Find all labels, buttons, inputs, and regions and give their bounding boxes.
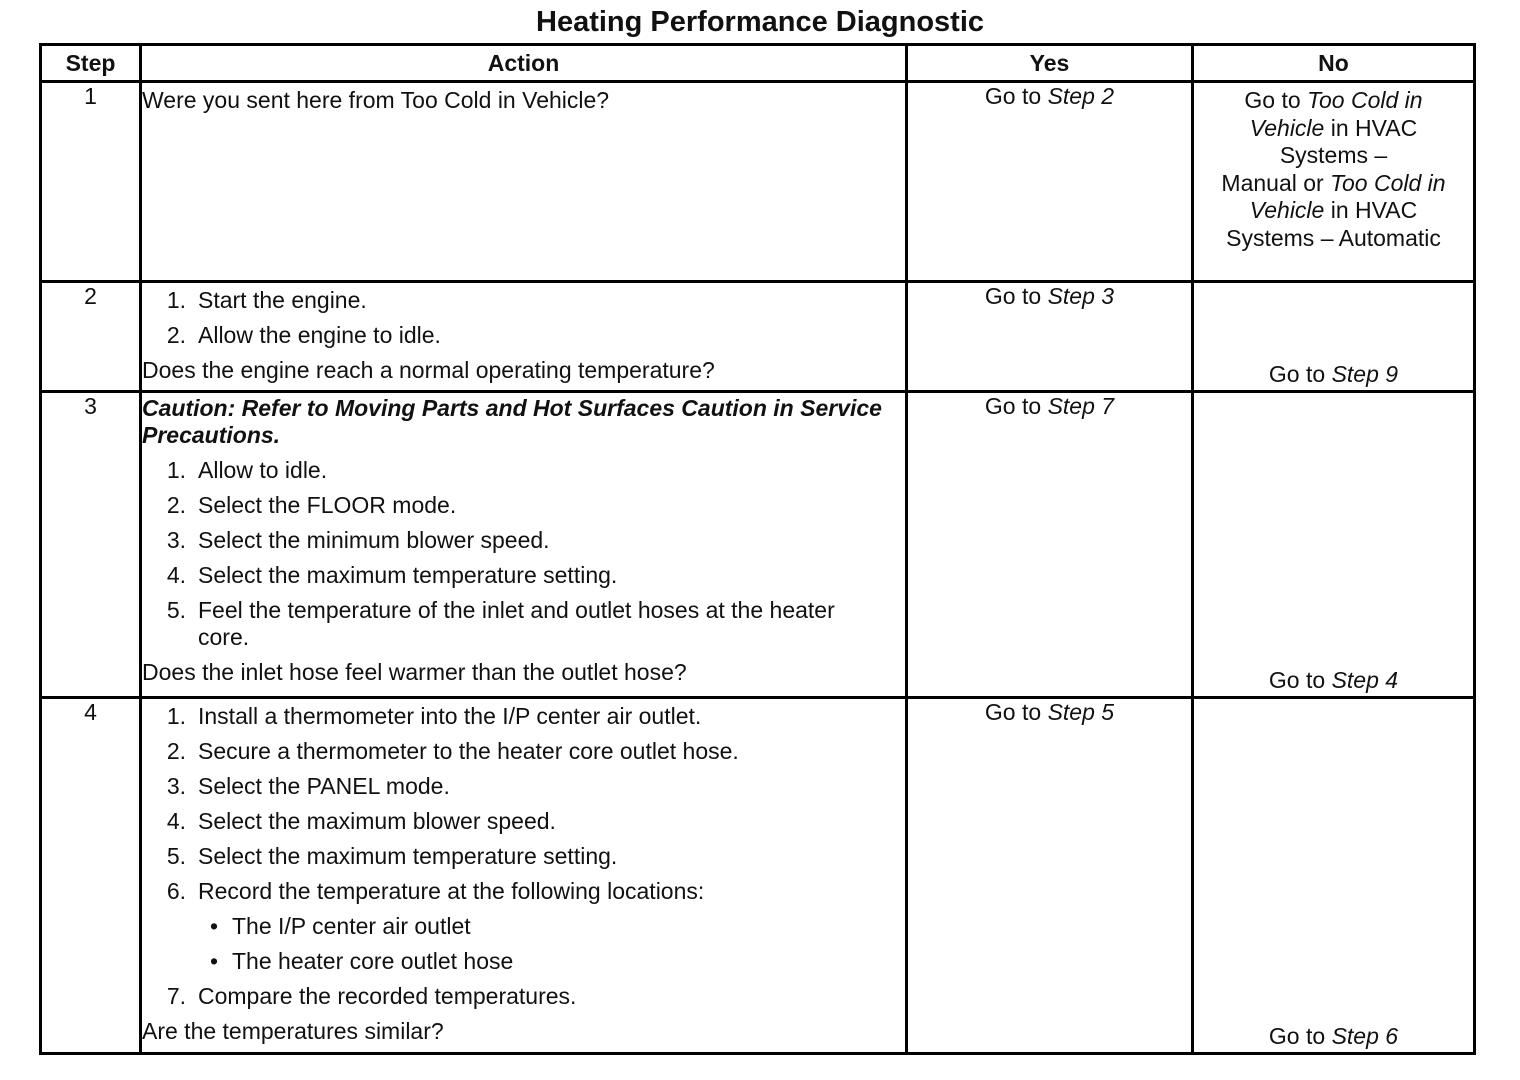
yes-goto-prefix: Go to <box>984 699 1042 725</box>
item-text: Record the temperature at the following locations: <box>198 878 705 904</box>
bullet-mark: • <box>210 948 219 974</box>
no-link: Too Cold in <box>1307 87 1423 113</box>
bullet-text: The heater core outlet hose <box>232 948 514 974</box>
list-item <box>142 734 905 769</box>
step-number: 1 <box>41 82 141 282</box>
list-item <box>142 453 905 488</box>
header-yes: Yes <box>907 45 1193 82</box>
action-cell <box>141 82 907 282</box>
item-text: Allow to idle. <box>198 457 328 483</box>
item-number: 2. <box>166 492 186 518</box>
no-line: Manual or <box>1221 169 1324 196</box>
item-text: Allow the engine to idle. <box>198 322 441 348</box>
yes-cell <box>907 82 1193 282</box>
list-item <box>142 699 905 734</box>
yes-cell <box>907 392 1193 698</box>
no-line: in HVAC <box>1330 114 1418 141</box>
item-number: 4. <box>166 562 186 588</box>
item-number: 7. <box>166 983 186 1009</box>
header-no: No <box>1193 45 1475 82</box>
item-text: Select the FLOOR mode. <box>198 492 457 518</box>
no-line: in HVAC <box>1330 197 1418 223</box>
action-cell <box>141 392 907 698</box>
item-number: 6. <box>166 878 186 904</box>
item-number: 1. <box>166 703 186 729</box>
bullet-text: The I/P center air outlet <box>232 913 471 939</box>
list-item <box>142 488 905 523</box>
header-step: Step <box>41 45 141 82</box>
item-number: 1. <box>166 457 186 483</box>
list-item <box>142 558 905 593</box>
table-row <box>41 392 1475 698</box>
item-number: 1. <box>166 287 186 313</box>
bullet-item <box>142 944 905 979</box>
item-text: Select the maximum temperature setting. <box>198 562 618 588</box>
item-text: Select the maximum temperature setting. <box>198 843 618 869</box>
item-number: 3. <box>166 773 186 799</box>
no-cell <box>1193 82 1475 282</box>
no-goto-prefix: Go to <box>1268 1023 1326 1049</box>
no-line: Systems – Automatic <box>1226 224 1441 251</box>
no-goto-prefix: Go to <box>1268 361 1326 387</box>
action-question: Does the engine reach a normal operating temperature? <box>142 357 715 383</box>
table-row <box>41 698 1475 1054</box>
action-question: Were you sent here from Too Cold in Vehicle? <box>142 87 610 113</box>
no-cell <box>1193 392 1475 698</box>
no-goto-target: Step 9 <box>1331 361 1399 387</box>
list-item <box>142 523 905 558</box>
list-item <box>142 874 905 909</box>
action-cell <box>141 698 907 1054</box>
no-line: Systems – <box>1279 142 1388 168</box>
yes-goto-target: Step 5 <box>1047 699 1115 725</box>
item-number: 2. <box>166 322 186 348</box>
yes-cell <box>907 282 1193 392</box>
header-row <box>41 45 1475 82</box>
item-text: Install a thermometer into the I/P center air outlet. <box>198 703 702 729</box>
list-item <box>142 593 905 655</box>
no-goto-target: Step 4 <box>1331 667 1399 693</box>
step-number: 2 <box>41 282 141 392</box>
item-text: Start the engine. <box>198 287 367 313</box>
list-item <box>142 769 905 804</box>
bullet-mark: • <box>210 913 219 939</box>
no-goto-prefix: Go to <box>1268 667 1326 693</box>
item-number: 3. <box>166 527 186 553</box>
item-number: 4. <box>166 808 186 834</box>
item-number: 5. <box>166 597 186 623</box>
item-text: Secure a thermometer to the heater core outlet hose. <box>198 738 739 764</box>
yes-goto-target: Step 3 <box>1047 283 1115 309</box>
item-text: Select the minimum blower speed. <box>198 527 550 553</box>
item-text: Compare the recorded temperatures. <box>198 983 577 1009</box>
page-title: Heating Performance Diagnostic <box>536 6 984 38</box>
action-question: Are the temperatures similar? <box>142 1018 444 1044</box>
yes-goto-target: Step 7 <box>1047 393 1115 419</box>
no-instruction <box>1200 87 1467 252</box>
list-item <box>142 839 905 874</box>
no-cell <box>1193 698 1475 1054</box>
diagnostic-table <box>39 43 1476 1055</box>
yes-cell <box>907 698 1193 1054</box>
item-text: Select the PANEL mode. <box>198 773 450 799</box>
header-action: Action <box>141 45 907 82</box>
table-row <box>41 282 1475 392</box>
table-row <box>41 82 1475 282</box>
no-goto-target: Step 6 <box>1331 1023 1399 1049</box>
caution-note: Caution: Refer to Moving Parts and Hot Surfaces Caution in Service Precautions. <box>142 395 882 448</box>
no-link: Vehicle <box>1249 114 1325 141</box>
yes-goto-prefix: Go to <box>984 393 1042 419</box>
bullet-item <box>142 909 905 944</box>
yes-goto-prefix: Go to <box>984 83 1042 109</box>
step-number: 3 <box>41 392 141 698</box>
item-number: 5. <box>166 843 186 869</box>
list-item <box>142 318 905 353</box>
action-cell <box>141 282 907 392</box>
step-number: 4 <box>41 698 141 1054</box>
action-question: Does the inlet hose feel warmer than the outlet hose? <box>142 659 687 685</box>
list-item <box>142 804 905 839</box>
no-link: Too Cold in <box>1330 169 1446 196</box>
item-text: Feel the temperature of the inlet and outlet hoses at the heater core. <box>198 597 835 650</box>
no-link: Vehicle <box>1249 197 1325 223</box>
no-cell <box>1193 282 1475 392</box>
list-item <box>142 283 905 318</box>
item-text: Select the maximum blower speed. <box>198 808 556 834</box>
yes-goto-prefix: Go to <box>984 283 1042 309</box>
no-line: Go to <box>1244 87 1301 113</box>
yes-goto-target: Step 2 <box>1047 83 1115 109</box>
list-item <box>142 979 905 1014</box>
item-number: 2. <box>166 738 186 764</box>
